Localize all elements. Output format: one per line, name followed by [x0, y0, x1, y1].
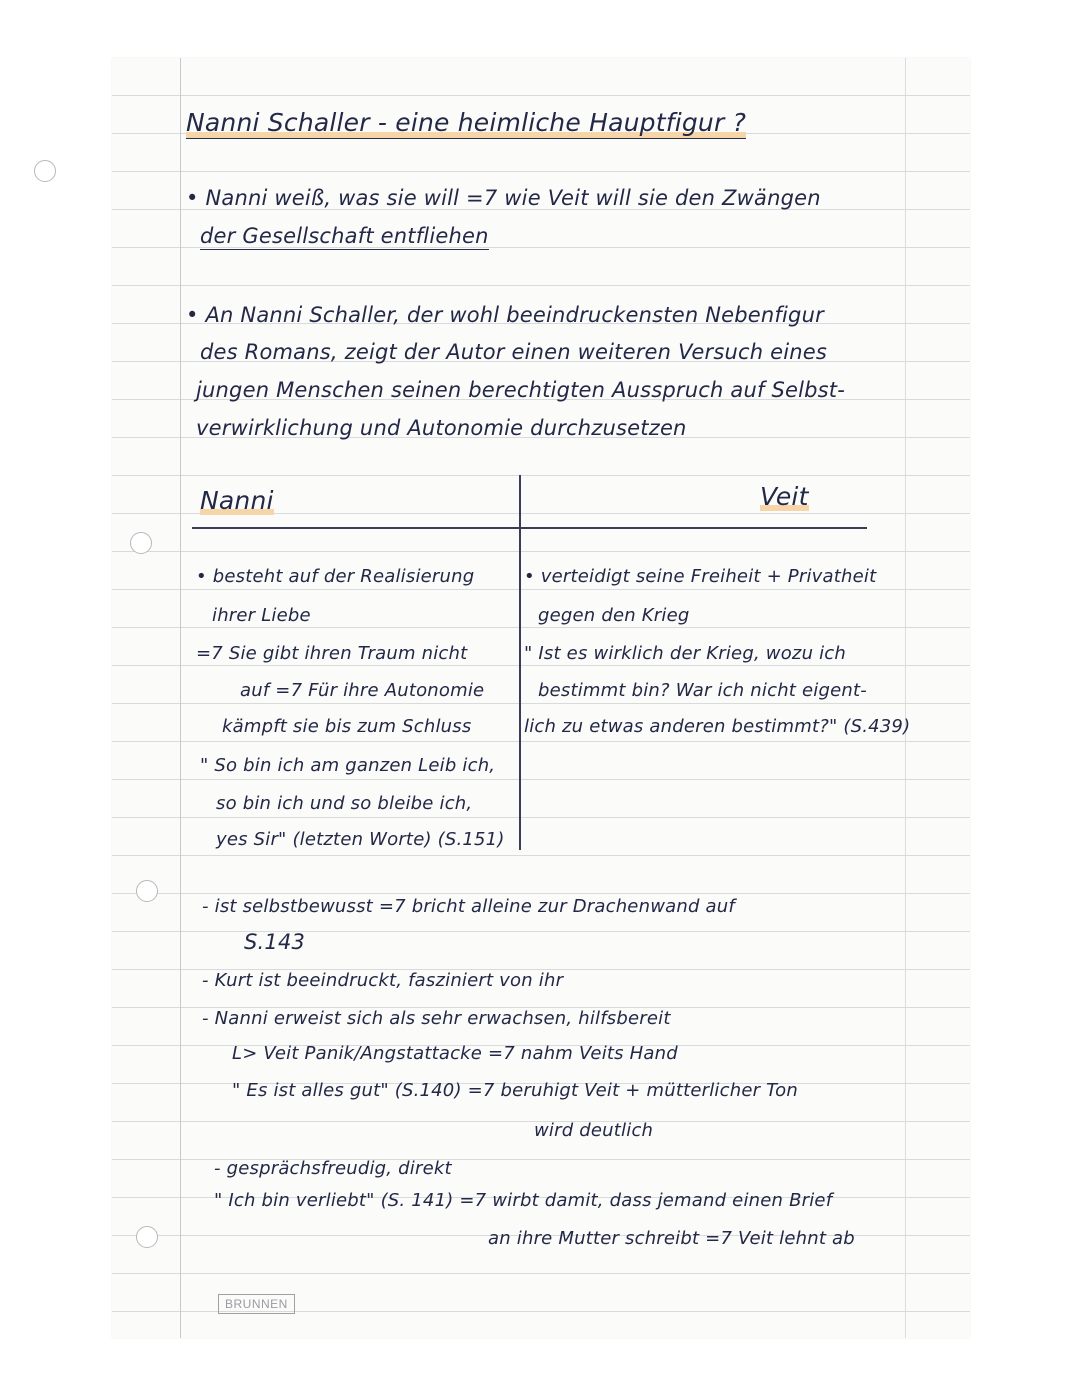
brand-stamp: BRUNNEN: [218, 1294, 295, 1314]
table-column-divider: [519, 475, 521, 850]
punch-hole: [136, 1226, 158, 1248]
para2-line1: • An Nanni Schaller, der wohl beeindruckensten Nebenfigur: [186, 303, 824, 327]
right-margin-line: [905, 58, 906, 1338]
left-cell-line: =7 Sie gibt ihren Traum nicht: [196, 643, 468, 664]
table-header-nanni: Nanni: [200, 486, 274, 515]
note-line: - ist selbstbewusst =7 bricht alleine zur Drachenwand auf: [202, 896, 735, 917]
punch-hole: [34, 160, 56, 182]
page-title: Nanni Schaller - eine heimliche Hauptfigur ?: [186, 108, 747, 137]
right-cell-line: " Ist es wirklich der Krieg, wozu ich: [524, 643, 847, 664]
note-line: L> Veit Panik/Angstattacke =7 nahm Veits Hand: [232, 1043, 678, 1064]
note-line: wird deutlich: [534, 1120, 654, 1141]
note-line: - Kurt ist beeindruckt, fasziniert von ihr: [202, 970, 564, 991]
para1-line1: • Nanni weiß, was sie will =7 wie Veit will sie den Zwängen: [186, 186, 821, 210]
note-line: " Es ist alles gut" (S.140) =7 beruhigt Veit + mütterlicher Ton: [232, 1080, 798, 1101]
note-line: - Nanni erweist sich als sehr erwachsen, hilfsbereit: [202, 1008, 671, 1029]
para2-line3: jungen Menschen seinen berechtigten Ausspruch auf Selbst-: [196, 378, 846, 402]
left-cell-line: kämpft sie bis zum Schluss: [222, 716, 472, 737]
left-cell-line: • besteht auf der Realisierung: [196, 566, 475, 587]
right-cell-line: bestimmt bin? War ich nicht eigent-: [538, 680, 867, 701]
left-cell-line: " So bin ich am ganzen Leib ich,: [200, 755, 496, 776]
right-cell-line: gegen den Krieg: [538, 605, 690, 626]
para1-line2: der Gesellschaft entfliehen: [200, 224, 489, 248]
para2-line2: des Romans, zeigt der Autor einen weiteren Versuch eines: [200, 340, 828, 364]
note-line: " Ich bin verliebt" (S. 141) =7 wirbt damit, dass jemand einen Brief: [214, 1190, 833, 1211]
para2-line4: verwirklichung und Autonomie durchzusetzen: [196, 416, 687, 440]
table-header-veit: Veit: [760, 482, 809, 511]
left-cell-line: yes Sir" (letzten Worte) (S.151): [216, 829, 505, 850]
table-header-rule: [192, 527, 867, 529]
note-line: an ihre Mutter schreibt =7 Veit lehnt ab: [488, 1228, 855, 1249]
note-line: S.143: [244, 930, 306, 954]
note-line: - gesprächsfreudig, direkt: [214, 1158, 452, 1179]
left-cell-line: ihrer Liebe: [212, 605, 311, 626]
right-cell-line: • verteidigt seine Freiheit + Privatheit: [524, 566, 877, 587]
punch-hole: [136, 880, 158, 902]
left-cell-line: so bin ich und so bleibe ich,: [216, 793, 473, 814]
punch-hole: [130, 532, 152, 554]
left-cell-line: auf =7 Für ihre Autonomie: [240, 680, 485, 701]
margin-line: [180, 58, 181, 1338]
right-cell-line: lich zu etwas anderen bestimmt?" (S.439): [524, 716, 911, 737]
